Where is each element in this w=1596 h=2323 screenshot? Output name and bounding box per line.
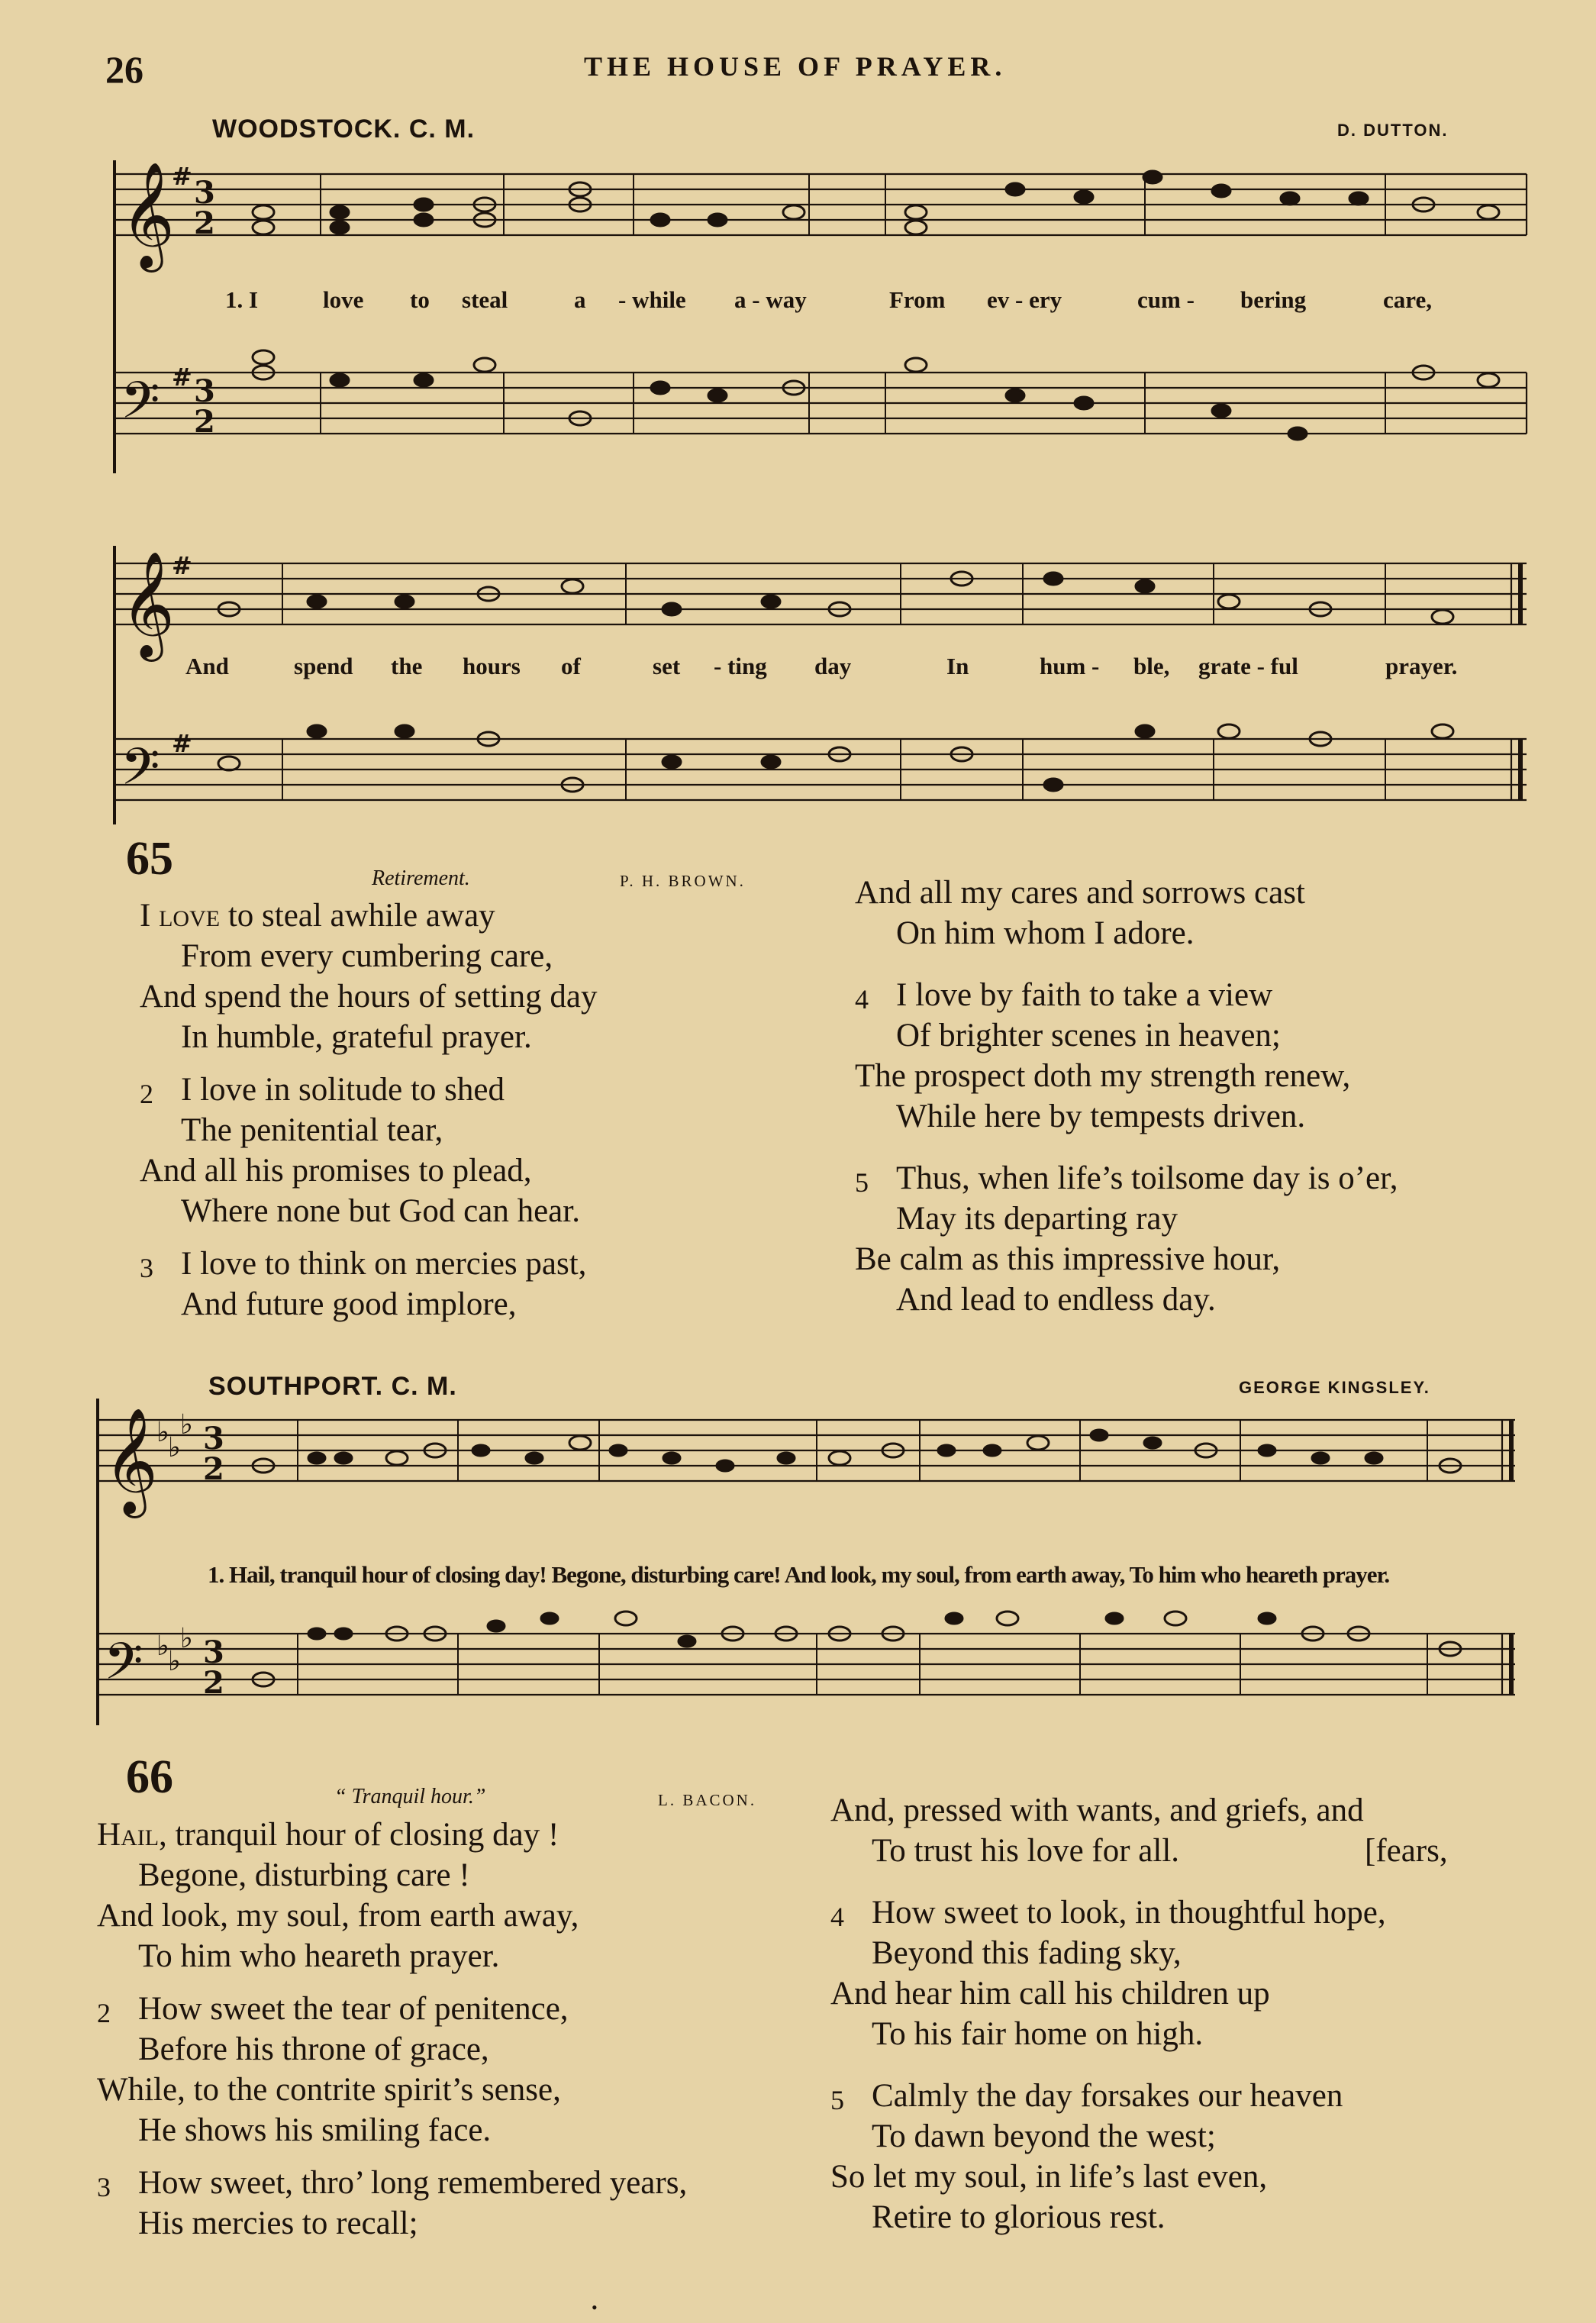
notes-system-2 <box>218 572 1453 624</box>
svg-text:3: 3 <box>194 373 215 409</box>
verse-line: Calmly the day forsakes our heaven <box>872 2078 1343 2114</box>
tune-composer: D. DUTTON. <box>1337 121 1449 140</box>
treble-clef-icon: 𝄞 <box>104 1408 158 1514</box>
bass-staff-1 <box>114 373 1527 434</box>
verse-line: I love in solitude to shed <box>181 1072 505 1108</box>
svg-text:♭: ♭ <box>156 1630 169 1662</box>
verse-line: While here by tempests driven. <box>896 1099 1306 1134</box>
stanza-number: 3 <box>140 1253 153 1283</box>
verse-line: His mercies to recall; <box>138 2205 418 2241</box>
lyric-syllable: bering <box>1240 286 1307 313</box>
lyrics-line-1 <box>0 286 1596 317</box>
svg-text:3: 3 <box>194 175 215 211</box>
tune-title: WOODSTOCK. C. M. <box>212 115 476 144</box>
verse-line-overflow: [fears, <box>1365 1833 1448 1869</box>
bass-staff-2 <box>114 739 1527 800</box>
drop-initial: I <box>140 898 151 934</box>
treble-staff-3 <box>98 1420 1515 1481</box>
stanza-1 <box>140 895 788 1057</box>
stanza-number: 2 <box>97 1998 111 2028</box>
lyric-syllable: steal <box>462 286 508 313</box>
lyric-syllable: 1. I <box>225 286 259 313</box>
hymn-number: 65 <box>126 833 173 885</box>
hymn-subtitle: “ Tranquil hour.” <box>334 1785 486 1808</box>
verse-line: While, to the contrite spirit’s sense, <box>97 2072 561 2108</box>
svg-text:#: # <box>172 162 192 191</box>
page-number: 26 <box>105 48 143 91</box>
hymn-65-column-2 <box>855 873 1542 1320</box>
svg-text:#: # <box>172 363 192 392</box>
svg-text:2: 2 <box>203 1665 224 1701</box>
lyric-syllable: spend <box>294 653 353 679</box>
svg-text:♭: ♭ <box>156 1416 169 1448</box>
svg-text:♭: ♭ <box>168 1431 181 1463</box>
stanza-2 <box>97 1989 799 2150</box>
treble-clef-icon: 𝄞 <box>121 551 175 657</box>
lyric-syllable: a - way <box>734 286 807 313</box>
svg-text:♭: ♭ <box>180 1622 193 1654</box>
verse-line: Begone, disturbing care ! <box>138 1857 470 1893</box>
stanza-number: 3 <box>97 2172 111 2202</box>
lyric-syllable: of <box>561 653 581 679</box>
verse-line: I love to think on mercies past, <box>181 1246 587 1282</box>
verse-line: And hear him call his children up <box>830 1976 1270 2012</box>
verse-line: And future good implore, <box>181 1286 517 1322</box>
verse-line: And all his promises to plead, <box>140 1153 532 1189</box>
lyric-syllable: grate - ful <box>1198 653 1298 679</box>
svg-text:3: 3 <box>203 1634 224 1670</box>
svg-text:♭: ♭ <box>168 1645 181 1677</box>
notes-system-1 <box>253 171 1499 234</box>
lyric-syllable: - while <box>618 286 686 313</box>
verse-line: In humble, grateful prayer. <box>181 1019 532 1055</box>
hymn-author: L. BACON. <box>658 1791 757 1809</box>
music-score-woodstock <box>0 0 1596 855</box>
lyric-syllable: hum - <box>1040 653 1100 679</box>
lyric-syllable: hours <box>463 653 521 679</box>
stanza-5 <box>855 1158 1542 1320</box>
lyric-syllable: care, <box>1383 286 1432 313</box>
verse-line: The penitential tear, <box>181 1112 443 1148</box>
hymn-number: 66 <box>126 1751 173 1803</box>
verse-line: And spend the hours of setting day <box>140 979 598 1015</box>
verse-line: To dawn beyond the west; <box>872 2118 1216 2154</box>
stanza-5 <box>830 2076 1548 2238</box>
verse-line: To him who heareth prayer. <box>138 1938 500 1974</box>
lyric-syllable: the <box>391 653 423 679</box>
verse-line: To his fair home on high. <box>872 2016 1204 2052</box>
running-title: THE HOUSE OF PRAYER. <box>584 51 1007 82</box>
verse-line: Where none but God can hear. <box>181 1193 580 1229</box>
stanza-3-cont <box>830 1790 1548 1871</box>
verse-line: May its departing ray <box>896 1201 1178 1237</box>
svg-text:2: 2 <box>203 1451 224 1487</box>
drop-initial: H <box>97 1817 121 1853</box>
verse-line: So let my soul, in life’s last even, <box>830 2159 1268 2195</box>
svg-text:#: # <box>172 729 192 758</box>
notes-system-2-bass <box>218 724 1453 792</box>
verse-line: How sweet the tear of penitence, <box>138 1991 569 2027</box>
verse-line: How sweet to look, in thoughtful hope, <box>872 1895 1386 1931</box>
lyric-syllable: cum - <box>1137 286 1195 313</box>
verse-line: He shows his smiling face. <box>138 2112 492 2148</box>
lyric-syllable: prayer. <box>1385 653 1458 679</box>
lyric-syllable: set <box>653 653 681 679</box>
verse-line: Beyond this fading sky, <box>872 1935 1182 1971</box>
lyric-syllable: In <box>946 653 969 679</box>
verse-line: tranquil hour of closing day ! <box>175 1817 559 1853</box>
bass-clef-icon: 𝄢 <box>121 371 160 442</box>
verse-line: Before his throne of grace, <box>138 2031 489 2067</box>
lyric-syllable: - ting <box>714 653 767 679</box>
hymn-author: P. H. BROWN. <box>620 872 746 890</box>
lyrics-line-3: 1. Hail, tranquil hour of closing day! Begone, disturbing care! And look, my soul, from earth away, To him who heareth prayer. <box>208 1561 1390 1588</box>
hymn-65-column-1 <box>140 895 788 1324</box>
verse-line: And, pressed with wants, and griefs, and <box>830 1792 1364 1828</box>
first-word: love <box>159 898 221 934</box>
tune-title: SOUTHPORT. C. M. <box>208 1372 457 1401</box>
lyric-syllable: From <box>889 286 946 313</box>
stanza-3 <box>140 1244 788 1324</box>
bass-staff-3 <box>98 1634 1515 1695</box>
hymn-66-column-2 <box>830 1790 1548 2238</box>
stanza-number: 4 <box>855 984 869 1015</box>
hymn-subtitle: Retirement. <box>372 866 470 890</box>
stanza-4 <box>855 975 1542 1137</box>
lyric-syllable: love <box>323 286 364 313</box>
verse-line: to steal awhile away <box>227 898 495 934</box>
verse-line: And lead to endless day. <box>896 1282 1216 1318</box>
svg-text:2: 2 <box>194 404 215 440</box>
treble-clef-icon: 𝄞 <box>121 162 175 268</box>
lyric-syllable: ble, <box>1133 653 1170 679</box>
svg-text:#: # <box>172 551 192 580</box>
lyric-syllable: And <box>185 653 229 679</box>
bass-clef-icon: 𝄢 <box>121 737 160 808</box>
verse-line: On him whom I adore. <box>896 915 1195 951</box>
lyrics-line-2 <box>0 653 1596 683</box>
verse-line: And all my cares and sorrows cast <box>855 875 1305 911</box>
stanza-1 <box>97 1815 799 1976</box>
notes-system-1-bass <box>253 350 1499 440</box>
verse-line: I love by faith to take a view <box>896 977 1273 1013</box>
verse-line: The prospect doth my strength renew, <box>855 1058 1351 1094</box>
svg-text:2: 2 <box>194 205 215 241</box>
hymn-66-column-1 <box>97 1815 799 2244</box>
stanza-number: 4 <box>830 1902 844 1932</box>
verse-line: Thus, when life’s toilsome day is o’er, <box>896 1160 1398 1196</box>
svg-text:3: 3 <box>203 1421 224 1457</box>
stanza-3 <box>97 2163 799 2244</box>
lyric-syllable: ev - ery <box>987 286 1062 313</box>
verse-line: From every cumbering care, <box>181 938 553 974</box>
bass-clef-icon: 𝄢 <box>104 1632 143 1703</box>
verse-line: To trust his love for all. <box>872 1833 1180 1869</box>
stanza-number: 5 <box>830 2085 844 2115</box>
stanza-number: 2 <box>140 1079 153 1109</box>
verse-line: And look, my soul, from earth away, <box>97 1898 579 1934</box>
lyric-syllable: a <box>574 286 586 313</box>
verse-line: How sweet, thro’ long remembered years, <box>138 2165 688 2201</box>
verse-line: Retire to glorious rest. <box>872 2199 1166 2235</box>
stanza-3-cont <box>855 873 1542 953</box>
svg-text:♭: ♭ <box>180 1408 193 1441</box>
stanza-4 <box>830 1892 1548 2054</box>
first-word: ail, <box>121 1817 167 1853</box>
tune-composer: GEORGE KINGSLEY. <box>1239 1378 1430 1397</box>
verse-line: Be calm as this impressive hour, <box>855 1241 1281 1277</box>
lyric-syllable: to <box>410 286 430 313</box>
footer-mark: • <box>592 2298 598 2317</box>
stanza-number: 5 <box>855 1167 869 1198</box>
stanza-2 <box>140 1070 788 1231</box>
treble-staff-1 <box>114 174 1527 235</box>
verse-line: Of brighter scenes in heaven; <box>896 1018 1281 1053</box>
lyric-syllable: day <box>814 653 852 679</box>
